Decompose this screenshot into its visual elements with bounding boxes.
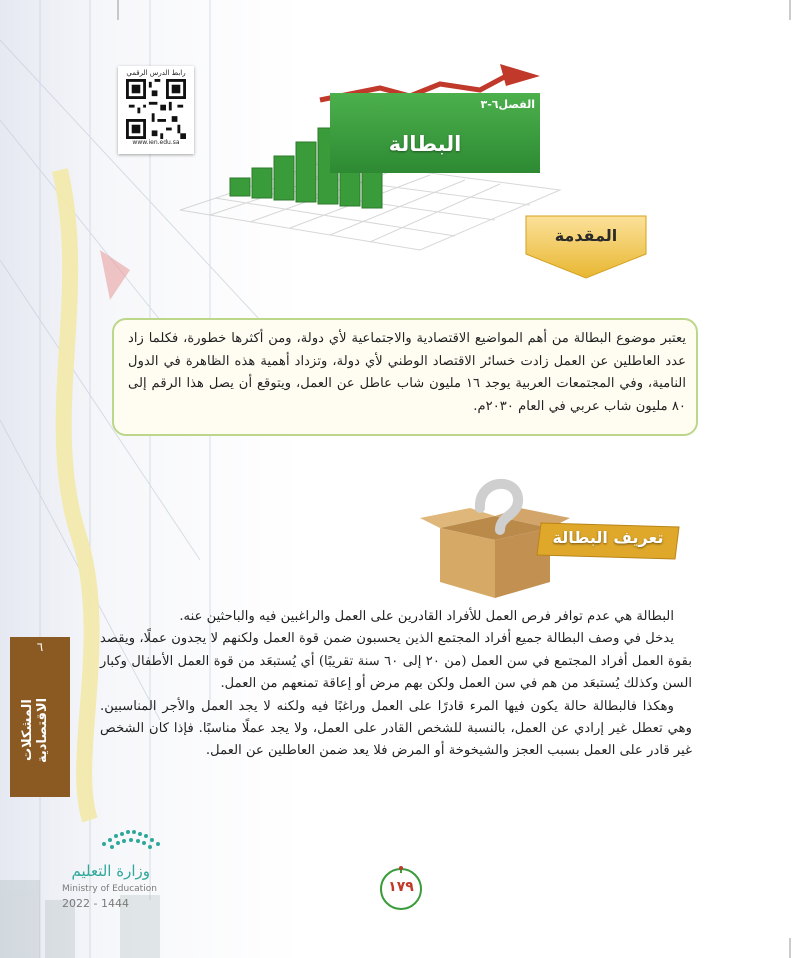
- intro-heading: المقدمة: [554, 226, 618, 245]
- definition-paragraph: وهكذا فالبطالة حالة يكون فيها المرء قادرًا على العمل وراغبًا فيه ولكنه لا يجد العمل والأجر المناسبين. وهي تعطل غير إرادي عن العمل، بالنسبة للشخص القادر على العمل، ولا يجد عملًا مناسبًا. فإذا كان الشخص غير قادر على العمل بسبب العجز والشيخوخة أو المرض فلا يعد ضمن العاطلين عن العمل.: [100, 698, 692, 759]
- qr-caption: رابط الدرس الرقمي: [126, 69, 186, 77]
- intro-paragraph: يعتبر موضوع البطالة من أهم المواضيع الاقتصادية والاجتماعية لأي دولة، ومن أكثرها خطورة، فكلما زاد عدد العاطلين عن العمل زادت خسائر الاقتصاد الوطني لأي دولة، وتزداد أهمية هذه الظاهرة في الدول النامية، وفي المجتمعات العربية يوجد ١٦ مليون شاب عاطل عن العمل، ويتوقع أن يصل هذا الرقم إلى ٨٠ مليون شاب عربي في العام ٢٠٣٠م.: [128, 331, 686, 414]
- definition-paragraph: يدخل في وصف البطالة جميع أفراد المجتمع الذين يحسبون ضمن قوة العمل ولكنهم لا يجدون عملًا، ويقصد بقوة العمل أفراد المجتمع في سن العمل (من ٢٠ إلى ٦٠ سنة تقريبًا) أي يُستبعَد من قوة العمل الأطفال وكبار السن وكذلك يُستبعَد من هم في سن العمل ولكن بهم مرض أو إعاقة تمنعهم من العمل.: [100, 631, 692, 692]
- digital-lesson-qr[interactable]: [118, 66, 194, 154]
- ministry-name-arabic: وزارة التعليم: [71, 862, 150, 880]
- definition-paragraph: البطالة هي عدم توافر فرص العمل للأفراد القادرين على العمل والراغبين فيه والباحثين عنه.: [179, 609, 674, 624]
- qr-url: www.ien.edu.sa: [132, 139, 180, 146]
- definition-body: [100, 606, 692, 763]
- ministry-name-english: Ministry of Education: [62, 884, 157, 894]
- ministry-years: 2022 - 1444: [62, 897, 129, 910]
- qr-code-icon: [126, 79, 186, 139]
- definition-heading: تعريف البطالة: [552, 528, 664, 547]
- chapter-title: البطالة: [388, 132, 462, 156]
- ministry-logo-icon: [98, 826, 164, 852]
- unit-number: ٦: [36, 640, 44, 654]
- page-number: ١٧٩: [388, 879, 414, 895]
- unit-title: المشكلات الاقتصادية: [20, 697, 50, 763]
- chapter-number: الفصل٦-٣: [480, 98, 535, 111]
